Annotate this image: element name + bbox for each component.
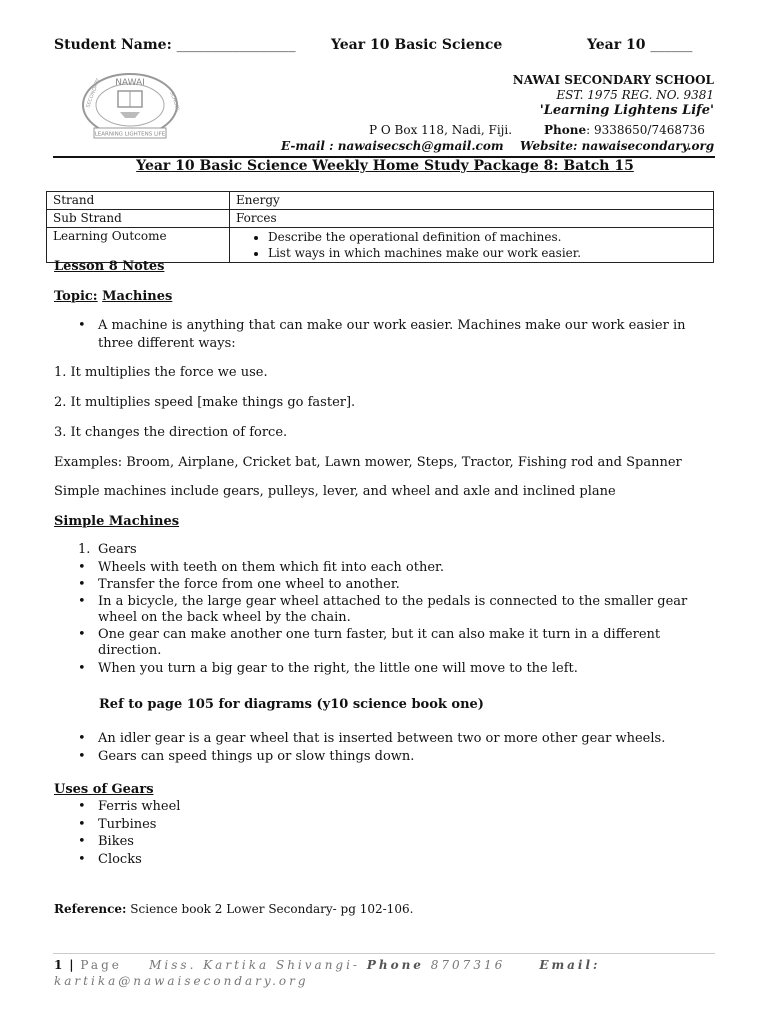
table-row: [47, 192, 714, 210]
way-2: 2. It multiplies speed [make things go faster].: [54, 395, 356, 410]
list-item: • Gears can speed things up or slow things down.: [78, 748, 415, 764]
strand-label: Strand: [47, 192, 230, 210]
uses-heading: Uses of Gears: [54, 782, 154, 797]
year-blank: ______: [650, 37, 693, 53]
list-item: • Describe the operational definition of machines.: [268, 229, 707, 245]
student-name-blank: _________________: [176, 37, 296, 53]
footer-phone: 8707316: [430, 958, 506, 972]
phone-value: : 9338650/7468736: [586, 123, 705, 137]
page-word: Page: [80, 958, 122, 972]
school-email: E-mail : nawaisecsch@gmail.com: [281, 139, 504, 153]
school-phone: [544, 123, 705, 137]
table-row: [47, 210, 714, 228]
gears-list: [78, 541, 714, 677]
student-name-field: Student Name: _________________: [54, 37, 296, 53]
list-item: • When you turn a big gear to the right, the little one will move to the left.: [78, 660, 578, 676]
sub-strand-value: Forces: [230, 210, 714, 228]
school-logo: [80, 72, 180, 142]
uses-list: [78, 798, 714, 868]
lesson-notes-heading: Lesson 8 Notes: [54, 259, 165, 274]
school-name: NAWAI SECONDARY SCHOOL: [512, 73, 714, 87]
school-est: EST. 1975 REG. NO. 9381: [556, 88, 714, 102]
logo-banner: LEARNING LIGHTENS LIFE: [94, 131, 166, 138]
examples-text: Examples: Broom, Airplane, Cricket bat, Lawn mower, Steps, Tractor, Fishing rod and Spanner: [54, 455, 682, 470]
list-item: • List ways in which machines make our work easier.: [268, 245, 707, 261]
gears-title: Gears: [98, 542, 137, 557]
school-address: P O Box 118, Nadi, Fiji.: [369, 123, 513, 137]
ref-note: Ref to page 105 for diagrams (y10 science book one): [99, 697, 484, 712]
school-crest-icon: [80, 72, 180, 142]
list-item: • Turbines: [78, 816, 157, 832]
simple-machines-heading: Simple Machines: [54, 514, 180, 529]
footer-email: kartika@nawaisecondary.org: [54, 974, 309, 988]
way-1: 1. It multiplies the force we use.: [54, 365, 268, 380]
list-item: 1. Gears: [78, 542, 137, 557]
idler-list: [78, 730, 714, 765]
list-item: • An idler gear is a gear wheel that is inserted between two or more other gear wheels.: [78, 731, 666, 746]
school-motto: 'Learning Lightens Life': [539, 103, 714, 118]
footer-email-label: Email:: [539, 958, 601, 972]
reference-text: Science book 2 Lower Secondary- pg 102-106.: [130, 902, 414, 916]
list-item: • Ferris wheel: [78, 799, 181, 814]
list-item: • Bikes: [78, 834, 134, 849]
reference-label: Reference:: [54, 902, 127, 916]
school-website: Website: nawaisecondary.org: [520, 139, 715, 153]
topic-name: Machines: [102, 289, 173, 304]
strand-value: Energy: [230, 192, 714, 210]
logo-side-left: SECONDARY: [85, 77, 102, 109]
learning-outcome-label: Learning Outcome: [47, 228, 230, 263]
logo-name: NAWAI: [115, 78, 145, 88]
footer-phone-label: Phone: [366, 958, 424, 972]
topic-heading: [54, 288, 714, 305]
package-title: Year 10 Basic Science Weekly Home Study Package 8: Batch 15: [136, 158, 634, 174]
list-item: • Transfer the force from one wheel to another.: [78, 577, 400, 592]
logo-side-right: SCHOOL: [168, 90, 180, 113]
year-label: Year 10: [587, 37, 646, 53]
strand-table: [46, 191, 714, 263]
student-name-label: Student Name: [54, 37, 167, 53]
list-item: • One gear can make another one turn faster, but it can also make it turn in a different direction.: [78, 626, 661, 658]
topic-label: Topic:: [54, 289, 98, 304]
reference-line: [54, 901, 714, 918]
list-item: • A machine is anything that can make our work easier. Machines make our work easier in three different ways:: [78, 318, 686, 351]
sub-strand-label: Sub Strand: [47, 210, 230, 228]
simple-include-text: Simple machines include gears, pulleys, lever, and wheel and axle and inclined plane: [54, 484, 616, 499]
year-field: [587, 37, 692, 53]
page-footer: 1 | Page Miss. Kartika Shivangi- Phone 8707316 Email: kartika@nawaisecondary.org: [54, 958, 601, 988]
list-item: • In a bicycle, the large gear wheel attached to the pedals is connected to the smaller gear wheel on the back wheel by the chain.: [78, 593, 688, 625]
teacher-name: Miss. Kartika Shivangi-: [149, 958, 360, 972]
page-number: 1: [54, 958, 63, 972]
intro-list: [78, 317, 714, 352]
subject-title: Year 10 Basic Science: [331, 37, 503, 53]
phone-label: Phone: [544, 123, 587, 137]
footer-divider: [53, 953, 715, 954]
list-item: • Clocks: [78, 851, 142, 867]
way-3: 3. It changes the direction of force.: [54, 425, 288, 440]
list-item: • Wheels with teeth on them which fit into each other.: [78, 559, 444, 575]
